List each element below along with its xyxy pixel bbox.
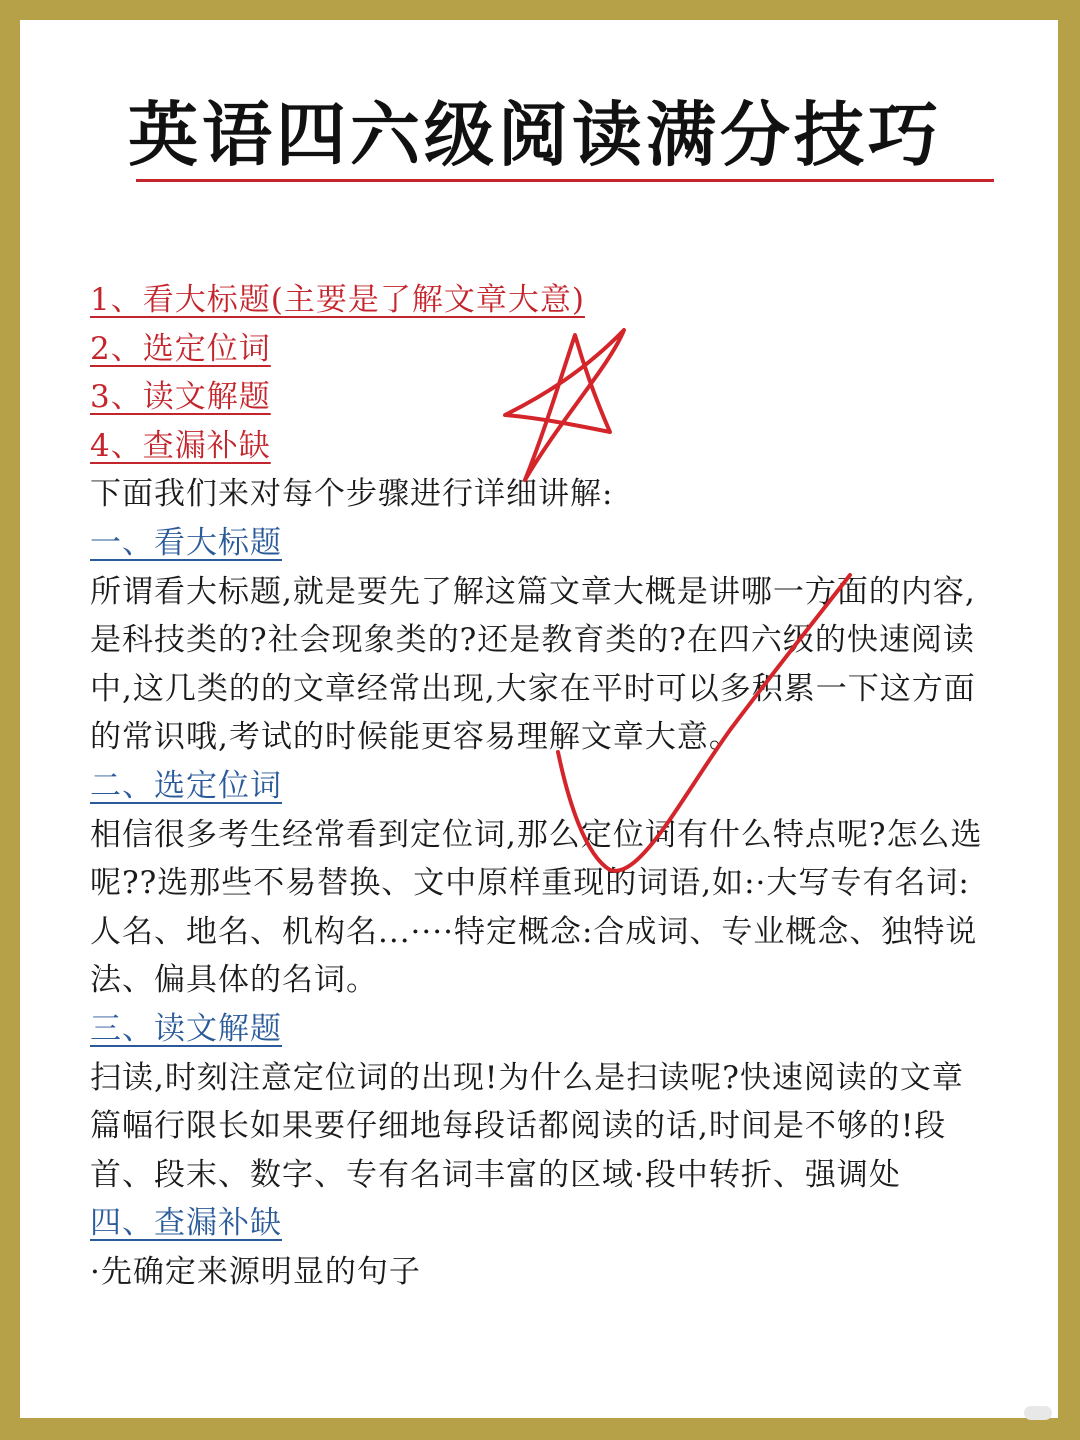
section-heading-4: 四、查漏补缺 (90, 1205, 282, 1242)
watermark-badge (1024, 1406, 1052, 1420)
step-item-1: 1、看大标题(主要是了解文章大意) (90, 282, 585, 318)
section-body-4: ·先确定来源明显的句子 (90, 1253, 421, 1290)
page-title: 英语四六级阅读满分技巧 (128, 93, 942, 176)
section-heading-2: 二、选定位词 (90, 767, 282, 804)
step-item-4: 4、查漏补缺 (90, 427, 271, 464)
title-underline (136, 179, 994, 182)
step-item-3: 3、读文解题 (90, 379, 271, 416)
section-body-3: 扫读,时刻注意定位词的出现!为什么是扫读呢?快速阅读的文章篇幅行限长如果要仔细地每段话都阅读的话,时间是不够的!段首、段末、数字、专有名词丰富的区域·段中转折、强调处 (90, 1059, 964, 1193)
section-body-2: 相信很多考生经常看到定位词,那么定位词有什么特点呢?怎么选呢??选那些不易替换、文中原样重现的词语,如:·大写专有名词:人名、地名、机构名...····特定概念:合成词、专业概念、独特说法、偏具体的名词。 (90, 816, 983, 999)
section-heading-1: 一、看大标题 (90, 524, 282, 561)
intro-text: 下面我们来对每个步骤进行详细讲解: (90, 476, 614, 513)
section-heading-3: 三、读文解题 (90, 1010, 282, 1047)
step-item-2: 2、选定位词 (90, 330, 271, 367)
section-body-1: 所谓看大标题,就是要先了解这篇文章大概是讲哪一方面的内容,是科技类的?社会现象类的?还是教育类的?在四六级的快速阅读中,这几类的的文章经常出现,大家在平时可以多积累一下这方面的常识哦,考试的时候能更容易理解文章大意。 (90, 573, 976, 756)
article-body (90, 276, 990, 1296)
